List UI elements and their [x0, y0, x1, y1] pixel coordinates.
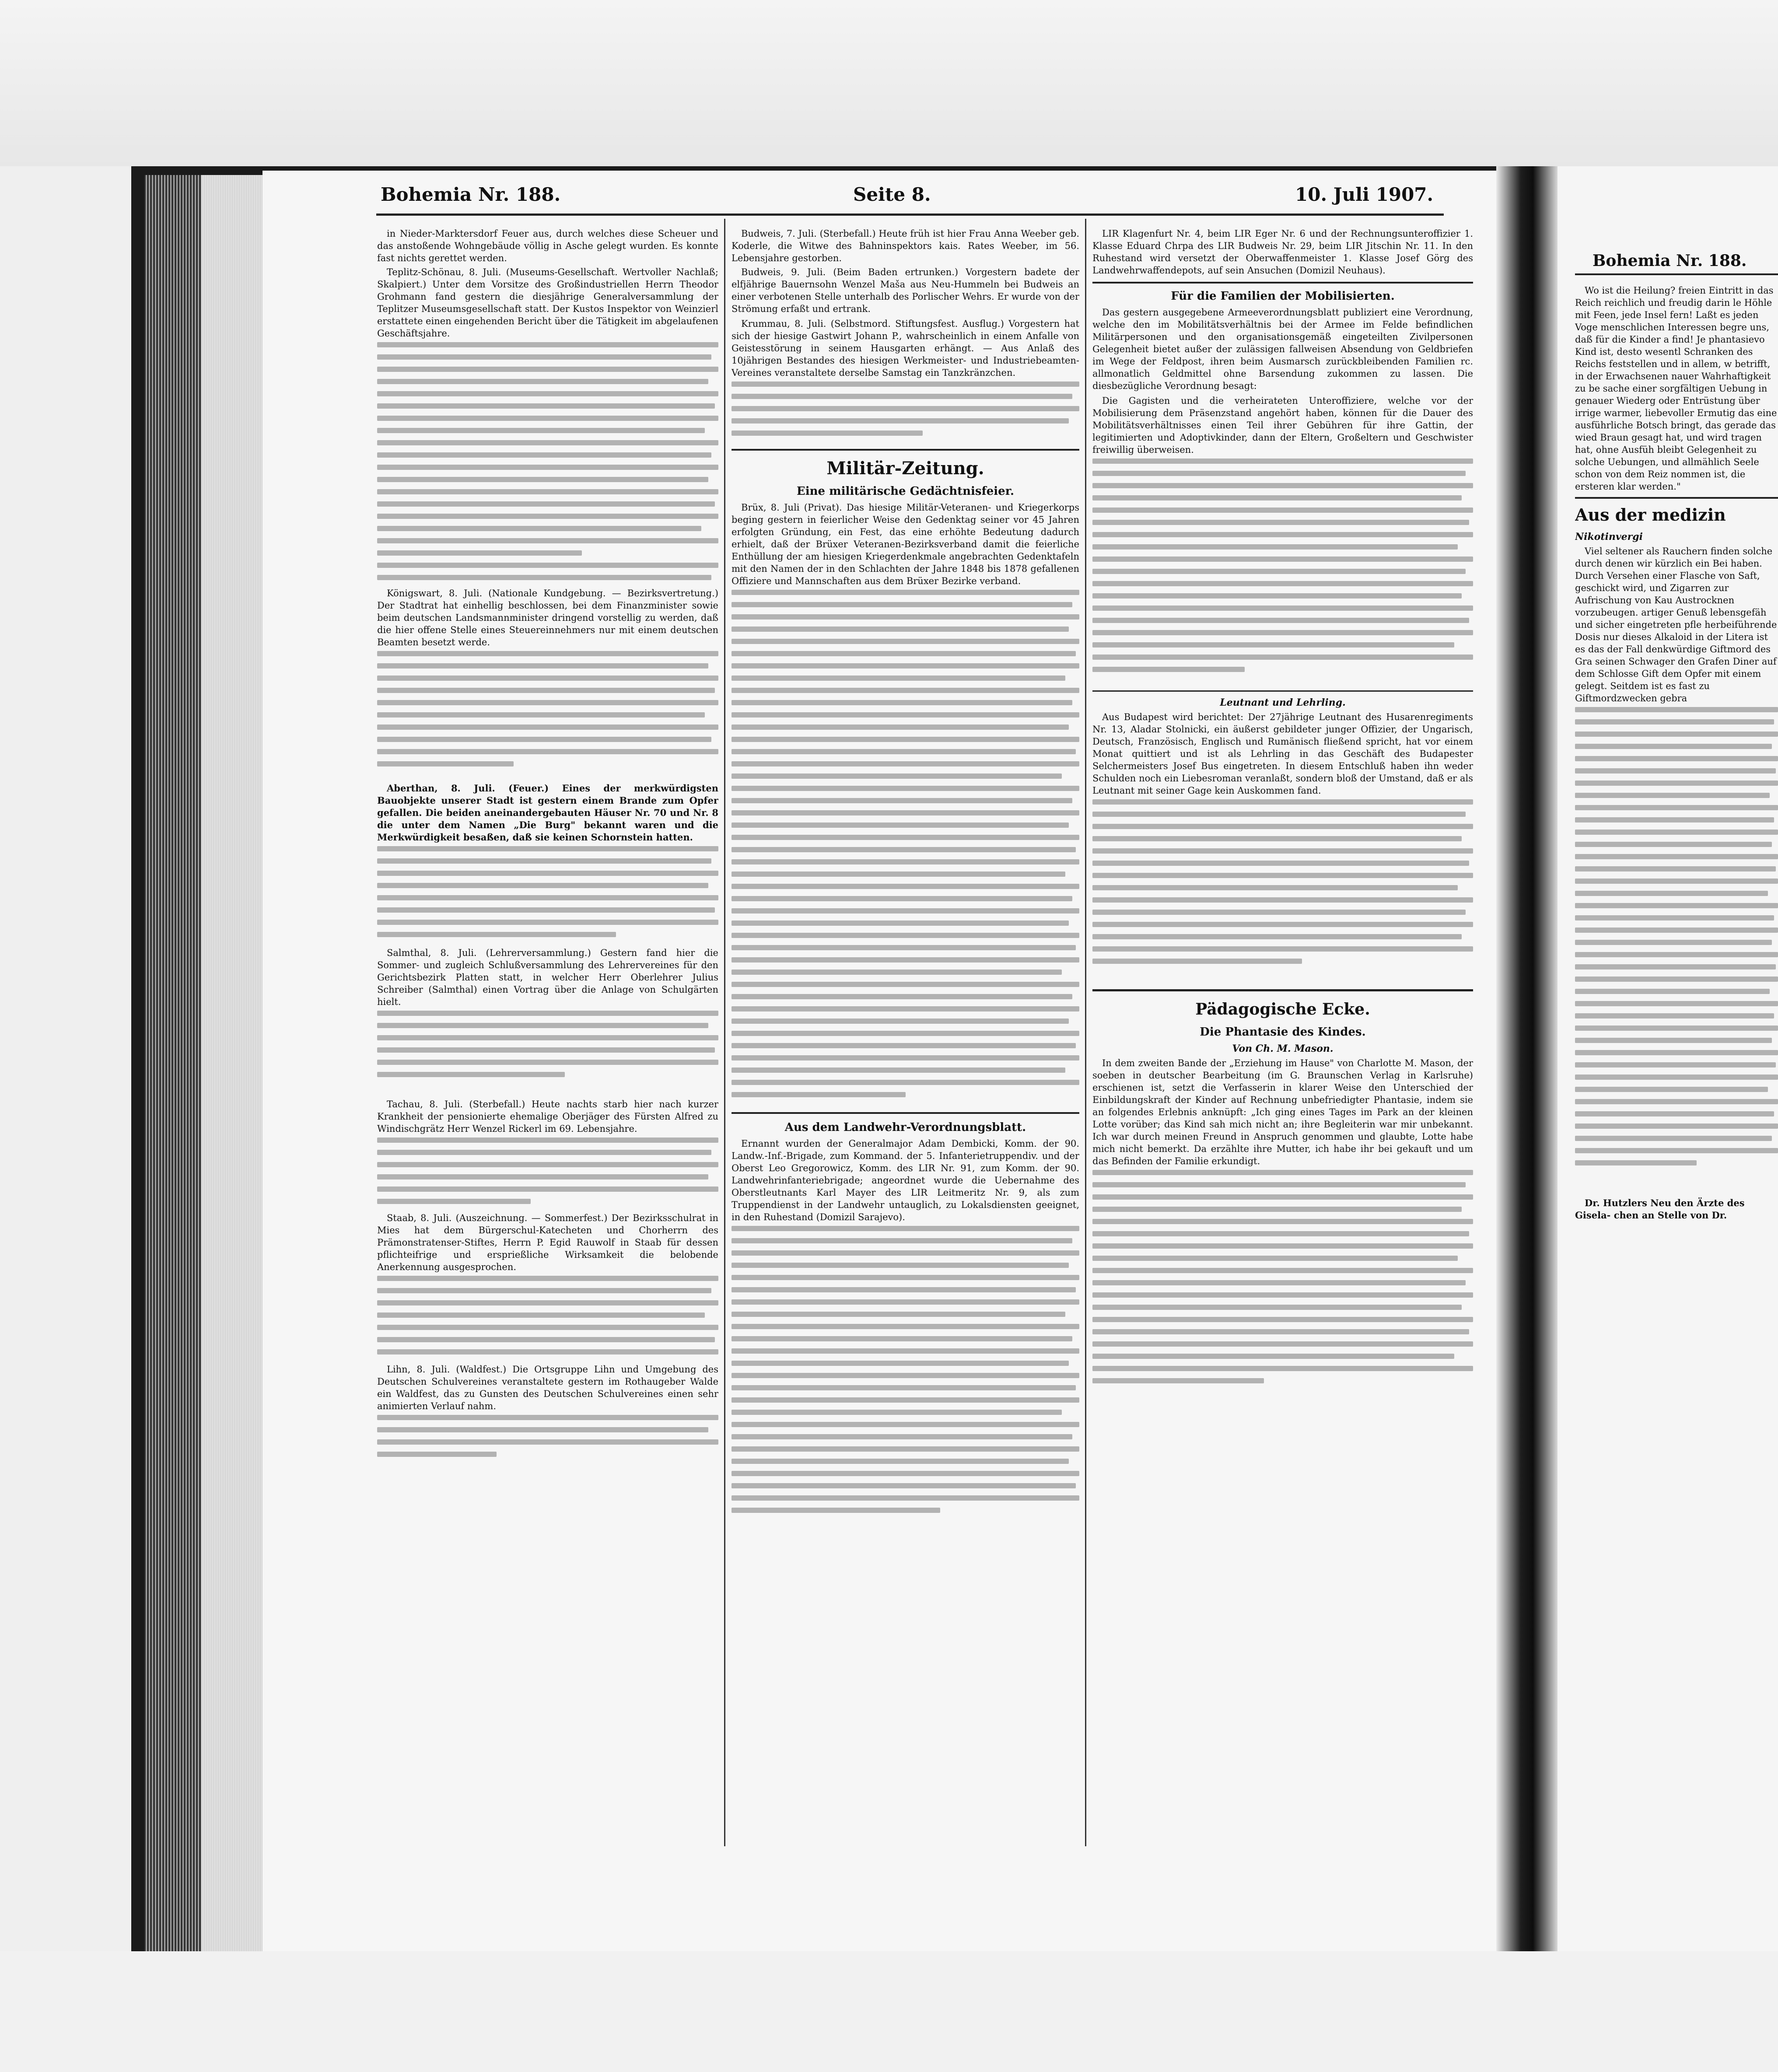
next-page-column [1575, 284, 1778, 1903]
article-title-fantasy: Die Phantasie des Kindes. [1200, 1026, 1366, 1039]
article-budweis-2: Budweis, 9. Juli. (Beim Baden ertrunken.) Vorgestern badete der elfjährige Bauernsohn Wenzel Maša aus Neu-Hummeln bei Budweis an einer verbotenen Stelle unterhalb des Porlischer Wehrs. Er wurde von der Strömung erfaßt und ertrank. [732, 267, 1079, 314]
article-tachau: Tachau, 8. Juli. (Sterbefall.) Heute nachts starb hier nach kurzer Krankheit der pensionierte ehemalige Oberjäger des Fürsten Alfred zu Windischgrätz Herr Wenzel Rickerl im 69. Lebensjahre. [377, 1099, 718, 1134]
header-date: 10. Juli 1907. [1295, 184, 1434, 205]
section-rule [732, 449, 1079, 451]
article-families-decree: Die Gagisten und die verheirateten Unteroffiziere, welche vor der Mobilisierung dem Präsenzstand angehört haben, können für die Dauer des Mobilitätsverhältnisses einen Teil ihrer Gebühren für ihre Gattin, der legitimierten und Adoptivkinder, dann der Eltern, Großeltern und Geschwister freiwillig überweisen. [1092, 396, 1473, 455]
article-salmthal: Salmthal, 8. Juli. (Lehrerversammlung.) Gestern fand hier die Sommer- und zugleich Schlußversammlung des Lehrervereines für den Gerichtsbezirk Platten statt, in welcher Herr Oberlehrer Julius Schreiber (Salmthal) einen Vortrag über die Anlage von Schulgärten hielt. [377, 948, 718, 1007]
next-page-text-3: Dr. Hutzlers Neu den Ärzte des Gisela- chen an Stelle von Dr. [1575, 1197, 1745, 1221]
text-lines [732, 1226, 1079, 1532]
text-lines [377, 1138, 718, 1212]
article-title-lieutenant: Leutnant und Lehrling. [1220, 697, 1346, 708]
header-publication: Bohemia Nr. 188. [381, 184, 561, 205]
text-lines [377, 1415, 718, 1467]
section-rule [1092, 282, 1473, 284]
article-koenigswart: Königswart, 8. Juli. (Nationale Kundgebung. — Bezirksvertretung.) Der Stadtrat hat einhellig beschlossen, bei dem Finanzminister sowie beim deutschen Landsmannminister dringend vorstellig zu werden, daß die hier offene Stelle eines Steuereinnehmers nur mit einem deutschen Beamten besetzt werde. [377, 588, 718, 648]
article-brux: Brüx, 8. Juli (Privat). Das hiesige Militär-Veteranen- und Kriegerkorps beging gestern in feierlicher Weise den Gedenktag seiner vor 45 Jahren erfolgten Gründung, ein Fest, das eine erhöhte Bedeutung dadurch erhielt, daß der Brüxer Veteranen-Bezirksverband damit die feierliche Enthüllung der am hiesigen Kriegerdenkmale angebrachten Gedenktafeln mit den Namen der in den Schlachten der Jahre 1848 bis 1878 gefallenen Offiziere und Mannschaften aus dem Brüxer Bezirke verband. [732, 502, 1079, 586]
text-lines [1092, 458, 1473, 686]
next-page-text-1: Wo ist die Heilung? freien Eintritt in das Reich reichlich und freudig darin le Höhle mit Feen, jede Insel fern! Laßt es jeden Voge menschlichen Interessen begre uns, daß für die Kinder a find! Je phantasievo Kind ist, desto wesentl Schranken des Reichs feststellen und in allem, w betrifft, in der Erwachsenen nauer Wahrhaftigkeit zu be sache einer sorgfältigen Uebung in genauer Wiederg oder Entrüstung über irrige warmer, liebevoller Ermutig das eine ausführliche Botsch bringt, das gerade das wied Braun gesagt hat, und wird tragen hat, ohne Ausfüh bleibt Gelegenheit zu solche Uebungen, und allmählich Seele schon von dem Reiz nommen ist, die ersteren klar werden." [1575, 285, 1777, 492]
column-2 [732, 228, 1079, 1838]
article-landwehr-cont: LIR Klagenfurt Nr. 4, beim LIR Eger Nr. 6 und der Rechnungsunteroffizier 1. Klasse Eduard Chrpa des LIR Budweis Nr. 29, beim LIR Jitschin Nr. 11. In den Ruhestand wird versetzt der Oberwaffenmeister 1. Klasse Josef Görg des Landwehrwaffendepots, auf sein Ansuchen (Domizil Neuhaus). [1092, 228, 1473, 276]
section-title-military: Militär-Zeitung. [826, 458, 984, 479]
next-page-header-rule [1575, 273, 1778, 275]
next-page-section-title: Aus der medizin [1575, 505, 1726, 525]
section-rule [1092, 690, 1473, 692]
text-lines [732, 590, 1079, 1106]
section-rule [732, 1112, 1079, 1114]
next-page-header: Bohemia Nr. 188. [1592, 252, 1747, 270]
section-rule [1575, 497, 1778, 499]
article-lihn: Lihn, 8. Juli. (Waldfest.) Die Ortsgruppe Lihn und Umgebung des Deutschen Schulvereines veranstaltete gestern im Rothaugeber Walde ein Waldfest, das zu Gunsten des Deutschen Schulvereines einen sehr animierten Verlauf nahm. [377, 1364, 718, 1411]
article-teplitz: Teplitz-Schönau, 8. Juli. (Museums-Gesellschaft. Wertvoller Nachlaß; Skalpiert.) Unter dem Vorsitze des Großindustriellen Herrn Theodor Grohmann fand gestern die diesjährige Generalversammlung der Teplitzer Museumsgesellschaft statt. Der Kustos Inspektor von Weinzierl erstattete einen eingehenden Bericht über die Tätigkeit im abgelaufenen Geschäftsjahre. [377, 267, 718, 339]
article-lieutenant: Aus Budapest wird berichtet: Der 27jährige Leutnant des Husarenregiments Nr. 13, Aladar Stolnicki, ein äußerst gebildeter junger Offizier, der Ungarisch, Deutsch, Französisch, Englisch und Rumänisch fließend spricht, hat vor einem Monat quittiert und ist als Lehrling in das Geschäft des Budapester Selchermeisters Josef Bus eingetreten. In diesem Entschluß haben ihn weder Schulden noch ein Liebesroman veranlaßt, sondern bloß der Umstand, daß er als Leutnant mit seiner Gage kein Auskommen fand. [1092, 712, 1473, 796]
background [0, 0, 1778, 166]
text-lines [377, 1276, 718, 1363]
next-page-subtitle: Nikotinvergi [1575, 531, 1643, 542]
text-lines [1575, 707, 1778, 1197]
header-page-number: Seite 8. [853, 184, 931, 205]
article-landwehr: Ernannt wurden der Generalmajor Adam Dembicki, Komm. der 90. Landw.-Inf.-Brigade, zum Kommand. der 5. Infanterietruppendiv. und der Oberst Leo Gregorowicz, Komm. des LIR Nr. 91, zum Komm. der 90. Landwehrinfanteriebrigade; angeordnet wurde die Uebernahme des Oberstleutnants Karl Mayer des LIR Leitmeritz Nr. 9, als zum Truppendienst in der Landwehr untauglich, zu Lokalsdiensten geeignet, in den Ruhestand (Domizil Sarajevo). [732, 1138, 1079, 1222]
text-lines [377, 846, 718, 947]
column-1 [377, 228, 718, 1838]
bottom-background [0, 1951, 1778, 2072]
book-page-stack [201, 175, 267, 1951]
section-title-families: Für die Familien der Mobilisierten. [1171, 290, 1395, 303]
book-gutter [1496, 166, 1558, 1960]
article-intro: in Nieder-Marktersdorf Feuer aus, durch welches diese Scheuer und das anstoßende Wohngebäude völlig in Asche gelegt wurden. Es konnte fast nichts gerettet werden. [377, 228, 718, 263]
article-aberthan: Aberthan, 8. Juli. (Feuer.) Eines der merkwürdigsten Bauobjekte unserer Stadt ist gestern einem Brande zum Opfer gefallen. Die beiden aneinandergebauten Häuser Nr. 70 und Nr. 8 die unter dem Namen „Die Burg" bekannt waren und die Merkwürdigkeit besaßen, daß sie keinen Schornstein hatten. [377, 783, 718, 843]
text-lines [377, 1011, 718, 1098]
article-fantasy: In dem zweiten Bande der „Erziehung im Hause" von Charlotte M. Mason, der soeben in deutscher Bearbeitung (im G. Braunschen Verlag in Karlsruhe) erschienen ist, setzt die Verfasserin in klarer Weise den Unterschied der Einbildungskraft der Kinder auf Rechnung unbefriedigter Phantasie, indem sie an folgendes Erlebnis anknüpft: „Ich ging eines Tages im Park an der kleinen Lotte vorüber; das Kind sah mich nicht an; ihre Begleiterin war mir unbekannt. Ich war durch meinen Freund in Anspruch genommen und glaubte, Lotte habe mich nicht bemerkt. Da erzählte ihre Mutter, ich habe ihr bei gekauft und um das Befinden der Familie erkundigt. [1092, 1058, 1473, 1166]
text-lines [1092, 799, 1473, 983]
article-staab: Staab, 8. Juli. (Auszeichnung. — Sommerfest.) Der Bezirksschulrat in Mies hat dem Bürgerschul-Katecheten und Chorherrn des Prämonstratenser-Stiftes, Herrn P. Egid Rauwolf in Staab für dessen pflichteifrige und ersprießliche Wirksamkeit die belobende Anerkennung ausgesprochen. [377, 1213, 718, 1272]
article-families: Das gestern ausgegebene Armeeverordnungsblatt publiziert eine Verordnung, welche den im Mobilitätsverhältnis bei der Armee im Felde befindlichen Militärpersonen und den organisationsgemäß eingeteilten Zivilpersonen Gelegenheit bietet außer der zulässigen fallweisen Absendung von Geldbriefen im Wege der Feldpost, ihren beim Ausmarsch zurückbleibenden Familien rc. allmonatlich Geldmittel ohne Barsendung zukommen zu lassen. Die diesbezügliche Verordnung besagt: [1092, 307, 1473, 391]
header-rule [376, 214, 1444, 216]
text-lines [377, 342, 718, 587]
next-page-text-2: Viel seltener als Rauchern finden solche durch denen wir kürzlich ein Bei haben. Durch Versehen einer Flasche von Saft, geschickt wird, und Zigarren zur Aufrischung von Kau Austrocknen vorzubeugen. artiger Genuß lebensgefäh und sicher eingetreten pfle herbeiführende Dosis nur dieses Alkaloid in der Litera ist es das der Fall denkwürdige Giftmord des Gra seinen Schwager den Grafen Diner auf dem Schlosse Gift dem Opfer mit einem gelegt. Seitdem ist es fast zu Giftmordzwecken gebra [1575, 546, 1777, 704]
article-budweis-1: Budweis, 7. Juli. (Sterbefall.) Heute früh ist hier Frau Anna Weeber geb. Koderle, die Witwe des Bahninspektors kais. Rates Weeber, im 56. Lebensjahre gestorben. [732, 228, 1079, 263]
article-author: Von Ch. M. Mason. [1232, 1043, 1334, 1054]
text-lines [1092, 1170, 1473, 1415]
text-lines [377, 651, 718, 782]
column-rule-1 [724, 219, 725, 1846]
section-rule [1092, 989, 1473, 991]
section-title-pedagogy: Pädagogische Ecke. [1195, 1000, 1370, 1018]
article-krummau: Krummau, 8. Juli. (Selbstmord. Stiftungsfest. Ausflug.) Vorgestern hat sich der hiesige Gastwirt Johann P., wahrscheinlich in einem Anfalle von Geistesstörung in seinem Hausgarten erhängt. — Aus Anlaß des 10jährigen Bestandes des hiesigen Werkmeister- und Industriebeamten-Vereines veranstaltete derselbe Samstag ein Tanzkränzchen. [732, 318, 1079, 378]
article-title-memorial: Eine militärische Gedächtnisfeier. [796, 485, 1015, 498]
column-rule-2 [1085, 219, 1086, 1846]
section-title-landwehr: Aus dem Landwehr-Verordnungsblatt. [784, 1121, 1026, 1134]
text-lines [732, 382, 1079, 443]
column-3 [1092, 228, 1473, 1838]
